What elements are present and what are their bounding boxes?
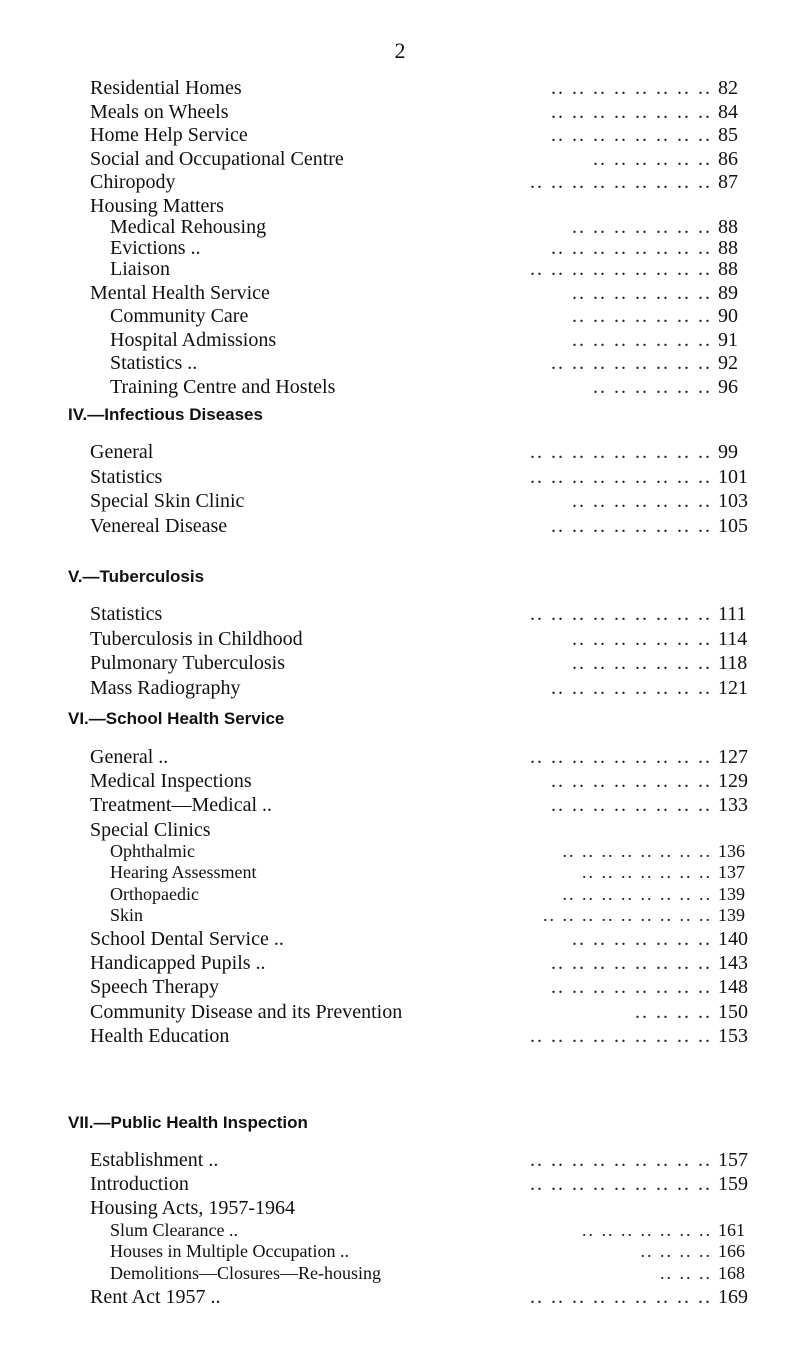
toc-page-number: 88: [718, 237, 738, 259]
toc-leader-dots: .. .. .. .. .. .. .. ..: [551, 124, 712, 147]
toc-entry: [0, 769, 800, 793]
toc-entry-label: Community Care: [110, 305, 249, 328]
toc-entry-label: Establishment ..: [90, 1149, 219, 1171]
toc-page-number: 89: [718, 281, 738, 304]
toc-entry: [0, 351, 800, 375]
toc-page-number: 153: [718, 1024, 748, 1047]
toc-page-number: 88: [718, 258, 738, 280]
toc-entry: [0, 1024, 800, 1048]
toc-entry-label: Housing Matters: [90, 195, 224, 217]
toc-entry-label: Skin: [110, 904, 144, 925]
toc-page-number: 140: [718, 928, 748, 950]
toc-entry-label: School Dental Service ..: [90, 928, 284, 950]
toc-entry-label: Housing Acts, 1957-1964: [90, 1197, 295, 1219]
toc-entry: [0, 651, 800, 675]
toc-entry-label: Community Disease and its Prevention: [90, 1000, 403, 1023]
section-heading: V.—Tuberculosis: [68, 567, 205, 586]
toc-page-number: 96: [718, 376, 738, 398]
toc-entry-label: Statistics: [90, 603, 163, 625]
toc-leader-dots: .. .. .. .. .. .. .. ..: [562, 840, 712, 861]
toc-page-number: 84: [718, 100, 738, 123]
toc-leader-dots: .. .. .. .. .. .. .. .. ..: [530, 258, 712, 280]
toc-entry-label: Orthopaedic: [110, 883, 199, 904]
toc-entry: [0, 147, 800, 171]
toc-page-number: 127: [718, 746, 748, 768]
toc-leader-dots: .. .. .. .. .. .. .. ..: [551, 952, 712, 975]
toc-page-number: 161: [718, 1219, 745, 1240]
toc-page-number: 92: [718, 352, 738, 375]
toc-entry-label: Introduction: [90, 1173, 189, 1195]
toc-entry: [0, 627, 800, 651]
toc-page-number: 118: [718, 652, 748, 674]
toc-entry-label: Hospital Admissions: [110, 328, 277, 351]
toc-page-number: 150: [718, 1000, 748, 1023]
toc-page-number: 133: [718, 794, 748, 817]
toc-page-number: 91: [718, 328, 738, 351]
toc-entry-label: Meals on Wheels: [90, 100, 229, 123]
toc-entry: [0, 100, 800, 124]
toc-page-number: 105: [718, 514, 748, 537]
toc-page-number: 90: [718, 305, 738, 328]
toc-entry: [0, 1239, 800, 1263]
toc-entry: [0, 489, 800, 513]
toc-leader-dots: .. .. .. .. .. .. ..: [572, 281, 712, 304]
toc-leader-dots: .. .. .. .. .. .. .. .. ..: [530, 603, 712, 625]
toc-entry: [0, 465, 800, 489]
toc-leader-dots: .. .. .. .. .. .. .. .. ..: [530, 1149, 712, 1171]
toc-entry: [0, 304, 800, 328]
toc-entry-label: Ophthalmic: [110, 840, 195, 861]
toc-leader-dots: .. .. .. .. .. .. .. ..: [551, 237, 712, 259]
toc-leader-dots: .. .. .. .. .. .. .. ..: [551, 676, 712, 699]
toc-entry-label: General ..: [90, 746, 169, 768]
toc-page-number: 159: [718, 1173, 748, 1195]
toc-entry-label: Demolitions—Closures—Re-housing: [110, 1262, 381, 1283]
toc-entry-label: Residential Homes: [90, 77, 242, 99]
toc-page-number: 148: [718, 976, 748, 999]
toc-leader-dots: .. .. .. ..: [640, 1241, 712, 1261]
toc-page-number: 139: [718, 883, 745, 904]
toc-page-number: 85: [718, 124, 738, 147]
toc-leader-dots: .. .. .. .. .. .. .. ..: [551, 794, 712, 817]
toc-entry-label: Evictions ..: [110, 237, 201, 259]
toc-entry: [0, 76, 800, 100]
toc-entry: [0, 1218, 800, 1242]
toc-leader-dots: .. .. .. .. .. .. .. .. ..: [530, 746, 712, 768]
toc-page-number: 166: [718, 1241, 745, 1261]
section-heading: VI.—School Health Service: [68, 709, 285, 728]
toc-leader-dots: .. .. .. .. .. .. .. .. ..: [530, 1285, 712, 1308]
toc-leader-dots: .. .. .. .. .. .. ..: [572, 328, 712, 351]
toc-leader-dots: .. .. ..: [660, 1262, 712, 1283]
toc-entry: [0, 745, 800, 769]
toc-entry: [0, 1000, 800, 1024]
toc-leader-dots: .. .. .. .. .. .. ..: [582, 1219, 712, 1240]
toc-leader-dots: .. .. .. .. .. .. .. .. ..: [530, 1173, 712, 1195]
section-heading: IV.—Infectious Diseases: [68, 405, 263, 424]
toc-entry-label: Statistics ..: [110, 352, 198, 375]
toc-entry: [0, 514, 800, 538]
toc-entry-label: Rent Act 1957 ..: [90, 1285, 221, 1308]
toc-leader-dots: .. .. .. .. .. .. ..: [572, 305, 712, 328]
toc-leader-dots: .. .. .. .. .. .. .. ..: [551, 100, 712, 123]
toc-entry-label: Medical Inspections: [90, 770, 252, 793]
toc-page-number: 157: [718, 1149, 748, 1171]
toc-entry: [0, 170, 800, 194]
toc-page-number: 136: [718, 840, 745, 861]
section-heading: VII.—Public Health Inspection: [68, 1113, 308, 1132]
toc-leader-dots: .. .. .. .. .. .. ..: [572, 216, 712, 238]
toc-entry-label: Special Skin Clinic: [90, 490, 245, 512]
toc-entry: [0, 676, 800, 700]
toc-entry: [0, 602, 800, 626]
toc-leader-dots: .. .. .. .. .. .. .. ..: [551, 77, 712, 99]
toc-page-number: 129: [718, 770, 748, 793]
toc-leader-dots: .. .. .. .. .. .. .. .. ..: [530, 171, 712, 194]
toc-leader-dots: .. .. .. ..: [635, 1000, 712, 1023]
toc-entry-label: Slum Clearance ..: [110, 1219, 238, 1240]
toc-page-number: 99: [718, 441, 738, 463]
toc-entry: [0, 440, 800, 464]
toc-leader-dots: .. .. .. .. .. .. ..: [572, 490, 712, 512]
toc-page-number: 139: [718, 904, 745, 925]
toc-entry: [0, 328, 800, 352]
toc-entry: [0, 927, 800, 951]
toc-page-number: 137: [718, 862, 745, 883]
toc-leader-dots: .. .. .. .. .. .. .. ..: [551, 976, 712, 999]
toc-entry-label: Statistics: [90, 465, 163, 488]
toc-entry: [0, 123, 800, 147]
toc-page-number: 169: [718, 1285, 748, 1308]
toc-page-number: 168: [718, 1262, 745, 1283]
toc-entry-label: Venereal Disease: [90, 514, 228, 537]
toc-leader-dots: .. .. .. .. .. ..: [593, 147, 712, 170]
toc-entry-label: Handicapped Pupils ..: [90, 952, 266, 975]
toc-entry: [0, 1261, 800, 1285]
toc-entry: [0, 375, 800, 399]
toc-entry-label: Houses in Multiple Occupation ..: [110, 1241, 349, 1261]
toc-entry: [0, 951, 800, 975]
toc-entry-label: Home Help Service: [90, 124, 248, 147]
toc-entry-label: Tuberculosis in Childhood: [90, 627, 303, 650]
toc-leader-dots: .. .. .. .. .. .. .. ..: [551, 514, 712, 537]
toc-leader-dots: .. .. .. .. .. ..: [593, 376, 712, 398]
toc-leader-dots: .. .. .. .. .. .. .. ..: [551, 352, 712, 375]
toc-entry: [0, 975, 800, 999]
toc-page-number: 82: [718, 77, 738, 99]
toc-entry: [0, 1148, 800, 1172]
toc-page-number: 101: [718, 465, 748, 488]
toc-page-number: 114: [718, 627, 748, 650]
toc-leader-dots: .. .. .. .. .. .. .. .. ..: [530, 1024, 712, 1047]
toc-entry-label: General: [90, 441, 154, 463]
toc-page-number: 143: [718, 952, 748, 975]
toc-entry-label: Mass Radiography: [90, 676, 241, 699]
toc-entry: [0, 281, 800, 305]
toc-leader-dots: .. .. .. .. .. .. ..: [572, 928, 712, 950]
toc-entry-label: Speech Therapy: [90, 976, 220, 999]
toc-entry-label: Medical Rehousing: [110, 216, 267, 238]
toc-page-number: 86: [718, 147, 738, 170]
toc-page-number: 121: [718, 676, 748, 699]
toc-entry-label: Pulmonary Tuberculosis: [90, 652, 286, 674]
toc-entry-label: Liaison: [110, 258, 170, 280]
toc-entry: [0, 1172, 800, 1196]
toc-entry-label: Training Centre and Hostels: [110, 376, 336, 398]
toc-entry-label: Health Education: [90, 1024, 230, 1047]
toc-leader-dots: .. .. .. .. .. .. .. .. ..: [530, 441, 712, 463]
toc-leader-dots: .. .. .. .. .. .. .. ..: [562, 883, 712, 904]
page-number: 2: [394, 38, 406, 63]
toc-leader-dots: .. .. .. .. .. .. .. ..: [551, 770, 712, 793]
toc-leader-dots: .. .. .. .. .. .. ..: [572, 627, 712, 650]
toc-entry-label: Chiropody: [90, 171, 176, 194]
toc-leader-dots: .. .. .. .. .. .. .. .. ..: [543, 904, 712, 925]
toc-entry-label: Social and Occupational Centre: [90, 147, 344, 170]
toc-page-number: 103: [718, 490, 748, 512]
toc-entry: [0, 903, 800, 927]
toc-leader-dots: .. .. .. .. .. .. ..: [582, 862, 712, 883]
toc-entry: [0, 793, 800, 817]
toc-entry: [0, 1196, 800, 1220]
toc-leader-dots: .. .. .. .. .. .. .. .. ..: [530, 465, 712, 488]
toc-entry-label: Mental Health Service: [90, 281, 270, 304]
toc-page-number: 88: [718, 216, 738, 238]
toc-entry-label: Hearing Assessment: [110, 862, 257, 883]
toc-page-number: 87: [718, 171, 738, 194]
toc-entry: [0, 1285, 800, 1309]
toc-entry: [0, 257, 800, 281]
toc-entry-label: Special Clinics: [90, 818, 211, 841]
toc-leader-dots: .. .. .. .. .. .. ..: [572, 652, 712, 674]
toc-entry-label: Treatment—Medical ..: [90, 794, 273, 817]
toc-page-number: 111: [718, 603, 747, 625]
